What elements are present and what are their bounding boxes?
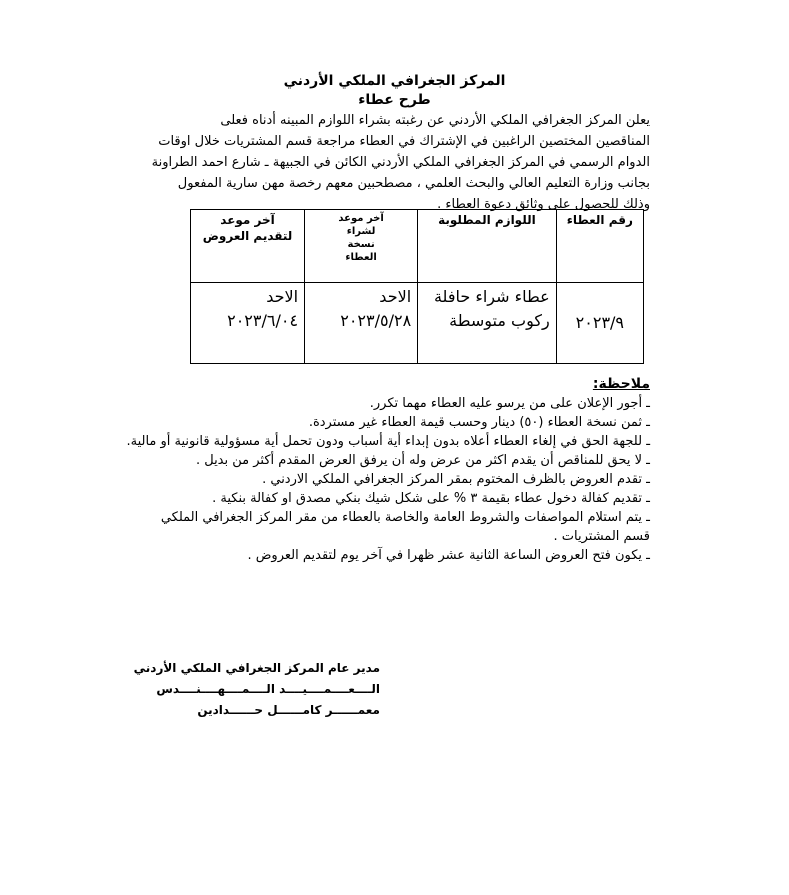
signature-name: معمــــــر كامــــــل حــــــدادين	[197, 703, 380, 717]
bid-deadline-date: ٢٠٢٣/٦/٠٤	[227, 311, 299, 330]
copy-deadline-date: ٢٠٢٣/٥/٢٨	[340, 311, 412, 330]
copy-deadline-cell	[305, 283, 418, 364]
signature-block	[130, 658, 380, 721]
signature-rank: الــــعــــمــــيــــد الــــمــــهــــنــــدس	[156, 682, 380, 696]
notes-section	[126, 375, 650, 565]
table-header-row	[191, 210, 644, 283]
note-item: ـ لا يحق للمناقص أن يقدم اكثر من عرض وله أن يرفق العرض المقدم أكثر من بديل .	[195, 453, 650, 468]
bid-deadline-day: الاحد	[266, 287, 299, 306]
intro-line: المناقصين المختصين الراغبين في الإشتراك في العطاء مراجعة قسم المشتريات خلال اوقات	[158, 134, 650, 149]
note-item: ـ يكون فتح العروض الساعة الثانية عشر ظهرا في آخر يوم لتقديم العروض .	[247, 548, 650, 563]
intro-line: وذلك للحصول على وثائق دعوة العطاء .	[437, 197, 650, 212]
header-tender-number: رقم العطاء	[556, 210, 643, 283]
copy-deadline-day: الاحد	[379, 287, 412, 306]
note-item: ـ تقدم العروض بالظرف المختوم بمقر المركز الجغرافي الملكي الاردني .	[262, 472, 650, 487]
note-item: ـ يتم استلام المواصفات والشروط العامة والخاصة بالعطاء من مقر المركز الجغرافي الملكي	[160, 510, 650, 525]
note-item: ـ تقديم كفالة دخول عطاء بقيمة ٣ % على شكل شيك بنكي مصدق او كفالة بنكية .	[212, 491, 650, 506]
table-row	[191, 283, 644, 364]
organization-title: المركز الجغرافي الملكي الأردني	[283, 73, 506, 89]
note-item: ـ أجور الإعلان على من يرسو عليه العطاء مهما تكرر.	[369, 396, 650, 411]
intro-line: يعلن المركز الجغرافي الملكي الأردني عن رغبته بشراء اللوازم المبينه أدناه فعلى	[220, 113, 650, 128]
note-item: ـ ثمن نسخة العطاء (٥٠) دينار وحسب قيمة العطاء غير مستردة.	[308, 415, 650, 430]
header-copy-deadline: آخر موعد لشراء نسخة العطاء	[305, 210, 418, 283]
signature-title: مدير عام المركز الجغرافي الملكي الأردني	[133, 661, 380, 675]
header-bid-deadline: آخر موعد لتقديم العروض	[191, 210, 305, 283]
intro-line: بجانب وزارة التعليم العالي والبحث العلمي ، مصطحبين معهم رخصة مهن سارية المفعول	[177, 176, 650, 191]
intro-paragraph	[128, 110, 650, 215]
tender-table	[190, 209, 644, 364]
notes-heading: ملاحظة:	[592, 376, 650, 392]
header-required-items: اللوازم المطلوبة	[418, 210, 557, 283]
items-cell: عطاء شراء حافلة ركوب متوسطة	[418, 283, 557, 364]
tender-number-cell: ٢٠٢٣/٩	[556, 283, 643, 364]
intro-line: الدوام الرسمي في المركز الجغرافي الملكي الأردني الكائن في الجبيهة ـ شارع احمد الطراونة	[151, 155, 650, 170]
note-item: ـ للجهة الحق في إلغاء العطاء أعلاه بدون إبداء أية أسباب ودون تحمل أية مسؤولية قانونية أو مالية.	[126, 434, 650, 449]
note-item-continuation: قسم المشتريات .	[553, 529, 650, 544]
document-subject: طرح عطاء	[358, 92, 431, 108]
bid-deadline-cell	[191, 283, 305, 364]
